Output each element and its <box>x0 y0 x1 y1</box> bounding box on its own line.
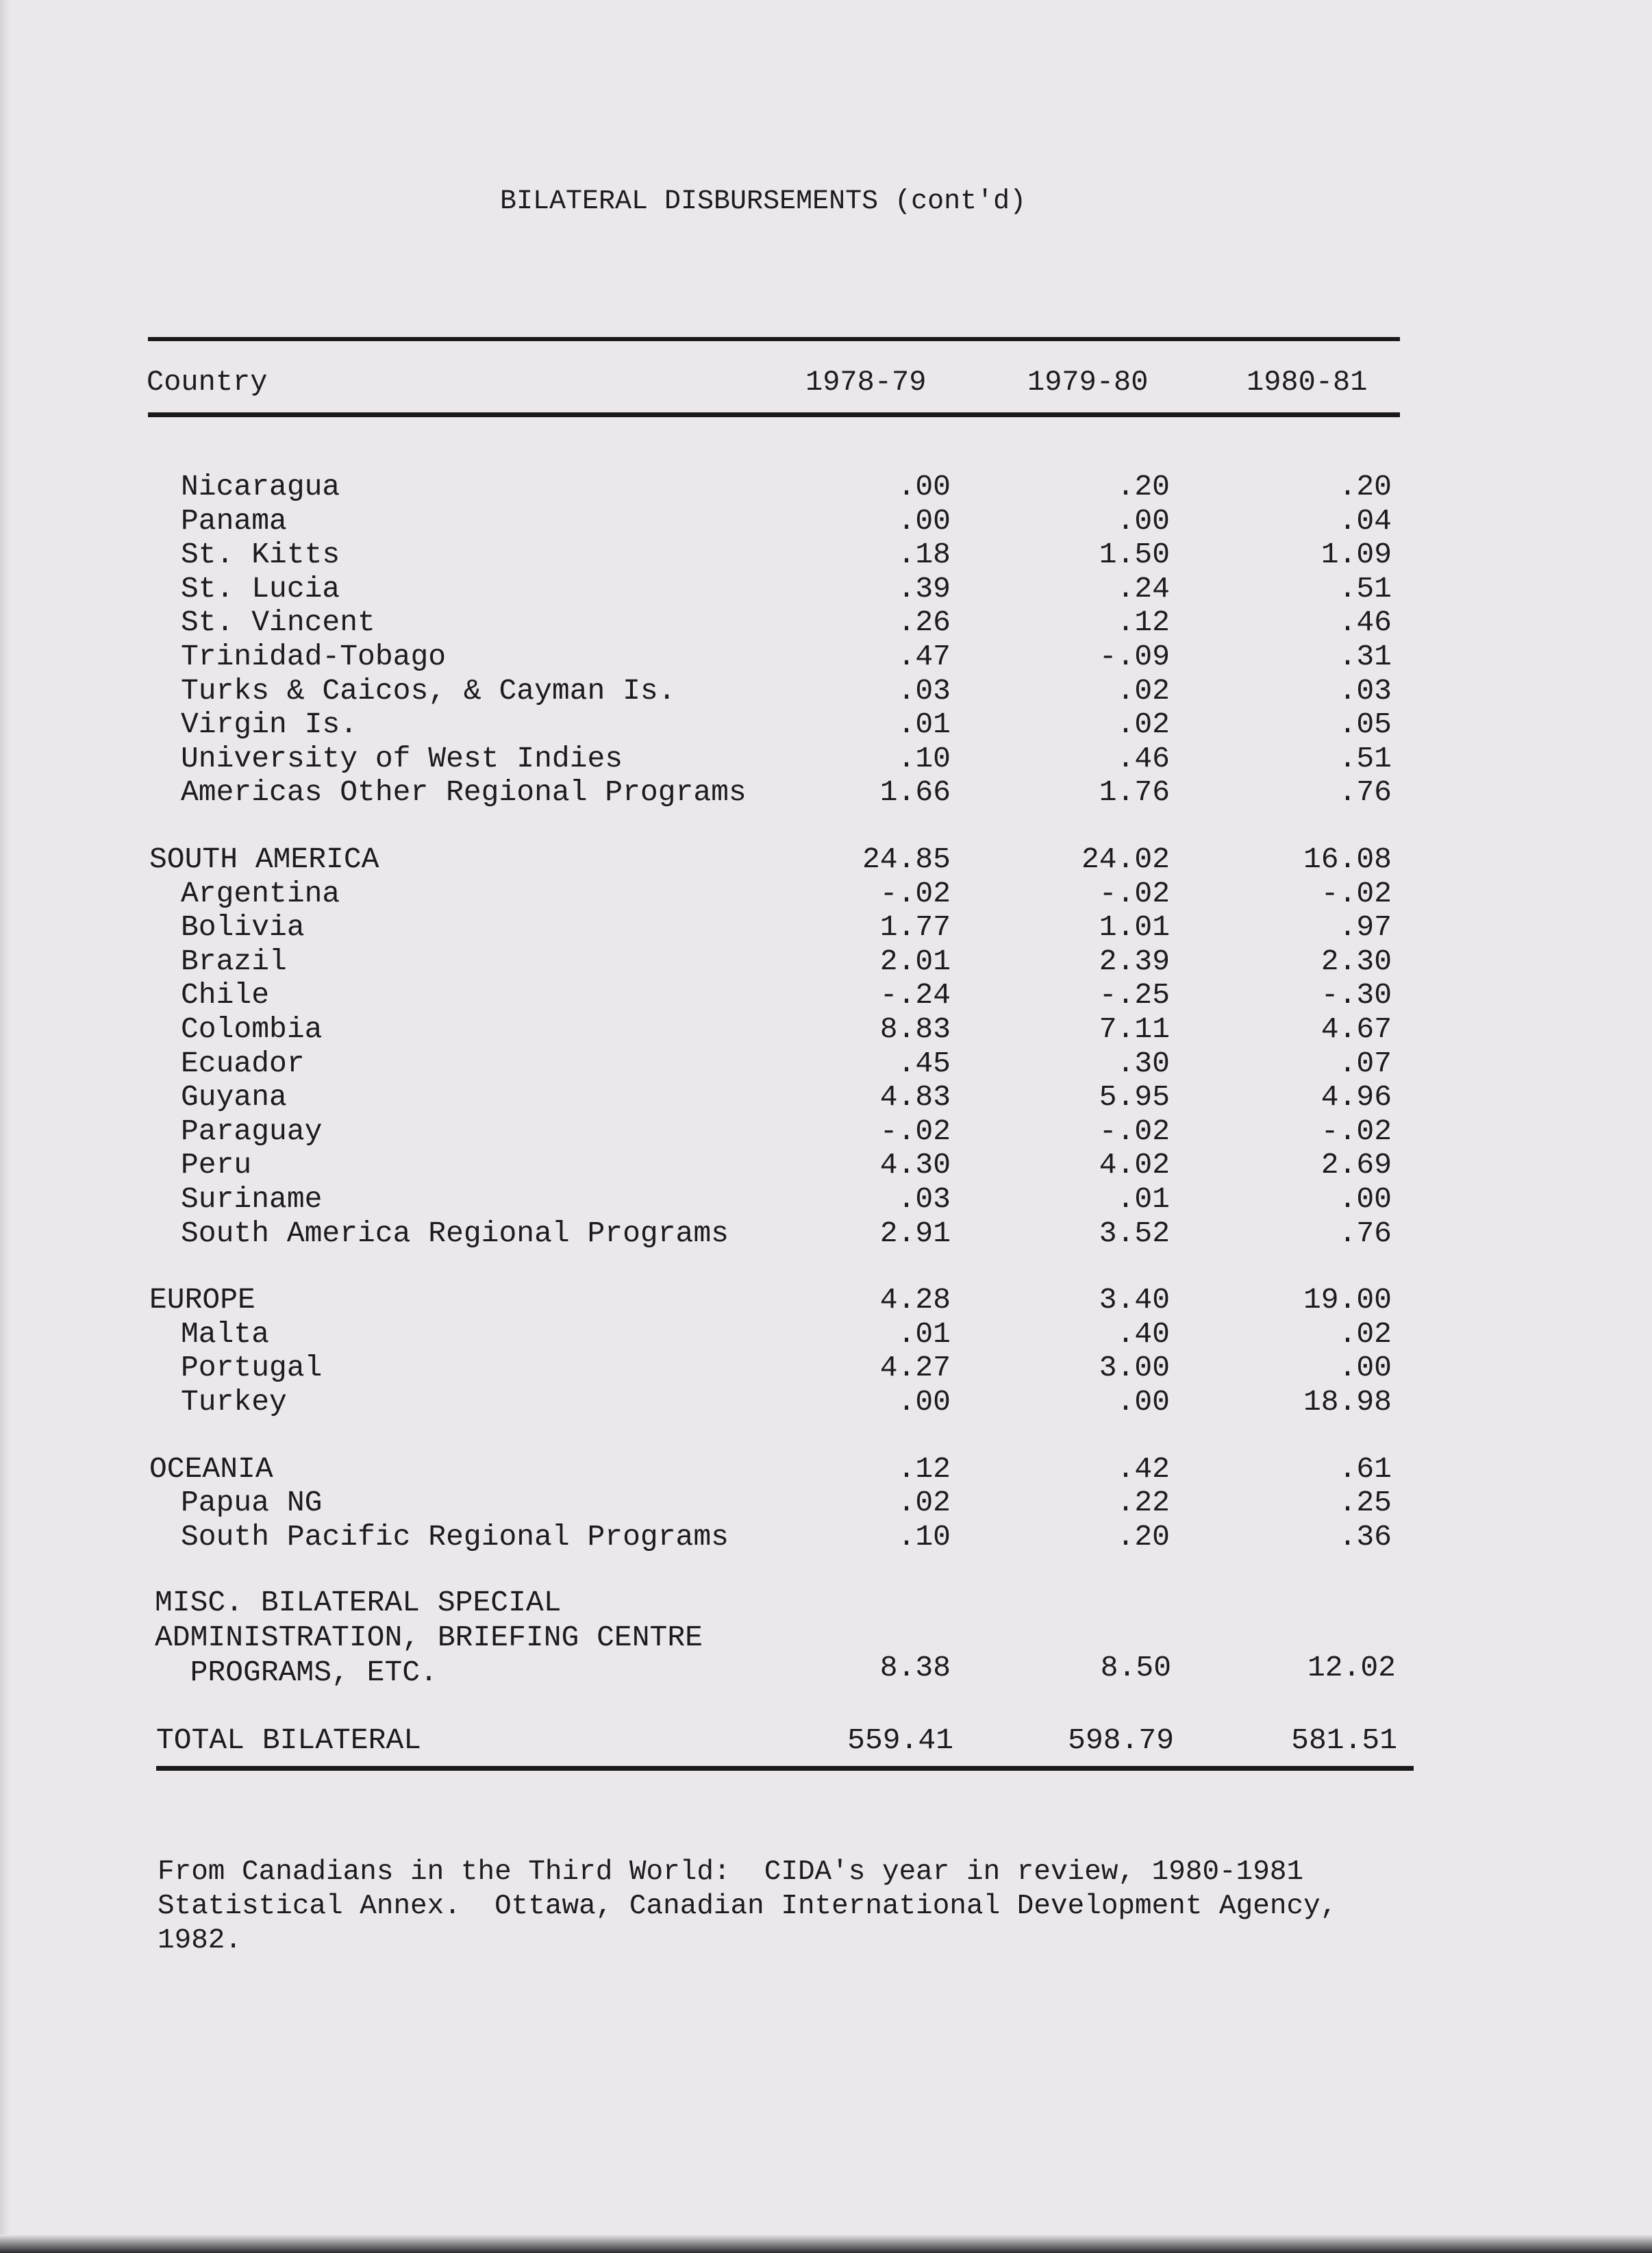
value-1979-80: .24 <box>1116 572 1170 606</box>
value-1979-80: .00 <box>1116 1385 1170 1419</box>
value-1978-79: .10 <box>897 1520 951 1554</box>
value-1979-80: 1.01 <box>1099 910 1170 944</box>
table-row <box>0 1351 1652 1385</box>
value-1980-81: .51 <box>1338 572 1392 606</box>
value-1980-81: 4.67 <box>1321 1012 1392 1046</box>
region-row <box>0 843 1652 877</box>
value-1978-79: 8.83 <box>879 1012 951 1046</box>
citation-line: Statistical Annex. Ottawa, Canadian International Development Agency, <box>158 1891 1338 1922</box>
page-bottom-edge <box>0 2235 1652 2253</box>
country-name: St. Kitts <box>181 538 340 571</box>
table-row <box>0 877 1652 911</box>
region-name: SOUTH AMERICA <box>149 843 379 876</box>
value-1978-79: 1.66 <box>879 775 951 809</box>
value-1979-80: .42 <box>1116 1452 1170 1486</box>
value-1978-79: .18 <box>897 538 951 571</box>
value-1979-80: -.09 <box>1099 640 1170 673</box>
country-name: Americas Other Regional Programs <box>181 775 747 809</box>
table-row <box>0 1148 1652 1182</box>
misc-value-1979-80: 8.50 <box>1100 1651 1171 1684</box>
value-1980-81: 19.00 <box>1303 1283 1392 1317</box>
country-name: Peru <box>181 1148 252 1182</box>
table-row <box>0 504 1652 538</box>
value-1979-80: 1.50 <box>1099 538 1170 571</box>
value-1978-79: 4.83 <box>879 1080 951 1114</box>
country-name: University of West Indies <box>181 742 623 775</box>
value-1980-81: 4.96 <box>1321 1080 1392 1114</box>
value-1979-80: .20 <box>1116 470 1170 503</box>
value-1979-80: -.02 <box>1099 1115 1170 1148</box>
value-1980-81: .61 <box>1338 1452 1392 1486</box>
value-1979-80: -.02 <box>1099 877 1170 910</box>
country-name: Bolivia <box>181 910 305 944</box>
country-name: Malta <box>181 1317 270 1351</box>
value-1979-80: .12 <box>1116 606 1170 639</box>
value-1980-81: .36 <box>1338 1520 1392 1554</box>
value-1980-81: .05 <box>1338 708 1392 741</box>
table-row <box>0 1520 1652 1554</box>
table-row <box>0 1182 1652 1217</box>
table-row <box>0 1012 1652 1047</box>
country-name: South Pacific Regional Programs <box>181 1520 729 1554</box>
country-name: Brazil <box>181 945 287 978</box>
citation-line: From Canadians in the Third World: CIDA's year in review, 1980-1981 <box>158 1856 1304 1888</box>
value-1978-79: .03 <box>897 674 951 708</box>
table-row <box>0 1115 1652 1149</box>
table-bottom-rule <box>156 1766 1414 1771</box>
value-1978-79: .00 <box>897 1385 951 1419</box>
value-1978-79: -.02 <box>879 1115 951 1148</box>
value-1980-81: 18.98 <box>1303 1385 1392 1419</box>
value-1978-79: .01 <box>897 708 951 741</box>
value-1979-80: .22 <box>1116 1486 1170 1519</box>
value-1979-80: .20 <box>1116 1520 1170 1554</box>
value-1980-81: .76 <box>1338 775 1392 809</box>
table-row <box>0 775 1652 810</box>
value-1978-79: .10 <box>897 742 951 775</box>
value-1980-81: 16.08 <box>1303 843 1392 876</box>
misc-value-1978-79: 8.38 <box>879 1651 951 1684</box>
value-1980-81: .04 <box>1338 504 1392 538</box>
country-name: Paraguay <box>181 1115 323 1148</box>
value-1979-80: 5.95 <box>1099 1080 1170 1114</box>
value-1980-81: -.02 <box>1321 877 1392 910</box>
misc-line: PROGRAMS, ETC. <box>155 1656 438 1689</box>
table-row <box>0 572 1652 606</box>
value-1980-81: .76 <box>1338 1217 1392 1250</box>
total-label: TOTAL BILATERAL <box>156 1723 422 1757</box>
value-1980-81: .46 <box>1338 606 1392 639</box>
table-row <box>0 470 1652 504</box>
country-name: Nicaragua <box>181 470 340 503</box>
value-1979-80: 3.52 <box>1099 1217 1170 1250</box>
country-name: South America Regional Programs <box>181 1217 729 1250</box>
value-1978-79: .47 <box>897 640 951 673</box>
table-row <box>0 606 1652 640</box>
country-name: St. Lucia <box>181 572 340 606</box>
misc-value-1980-81: 12.02 <box>1307 1651 1396 1684</box>
misc-line: MISC. BILATERAL SPECIAL <box>155 1586 562 1619</box>
table-row <box>0 674 1652 708</box>
value-1979-80: .01 <box>1116 1182 1170 1216</box>
country-name: Chile <box>181 978 270 1012</box>
column-header-1978-79: 1978-79 <box>805 366 927 399</box>
value-1978-79: -.02 <box>879 877 951 910</box>
page-title: BILATERAL DISBURSEMENTS (cont'd) <box>500 186 1027 217</box>
table-row <box>0 640 1652 674</box>
citation-line: 1982. <box>158 1925 242 1956</box>
value-1979-80: .00 <box>1116 504 1170 538</box>
table-row <box>0 1385 1652 1419</box>
value-1978-79: 2.91 <box>879 1217 951 1250</box>
country-name: Turkey <box>181 1385 287 1419</box>
table-row <box>0 1047 1652 1081</box>
value-1979-80: 7.11 <box>1099 1012 1170 1046</box>
value-1978-79: .01 <box>897 1317 951 1351</box>
value-1978-79: 1.77 <box>879 910 951 944</box>
header-top-rule <box>148 337 1400 341</box>
value-1978-79: .12 <box>897 1452 951 1486</box>
column-header-1979-80: 1979-80 <box>1027 366 1149 399</box>
table-row <box>0 1486 1652 1520</box>
value-1978-79: 2.01 <box>879 945 951 978</box>
table-row <box>0 1080 1652 1115</box>
value-1980-81: .00 <box>1338 1351 1392 1384</box>
value-1979-80: 1.76 <box>1099 775 1170 809</box>
value-1980-81: -.30 <box>1321 978 1392 1012</box>
value-1979-80: .40 <box>1116 1317 1170 1351</box>
value-1979-80: .30 <box>1116 1047 1170 1080</box>
value-1980-81: -.02 <box>1321 1115 1392 1148</box>
misc-line: ADMINISTRATION, BRIEFING CENTRE <box>155 1621 703 1654</box>
value-1979-80: 2.39 <box>1099 945 1170 978</box>
value-1980-81: .25 <box>1338 1486 1392 1519</box>
value-1979-80: 3.00 <box>1099 1351 1170 1384</box>
country-name: Panama <box>181 504 287 538</box>
value-1978-79: .39 <box>897 572 951 606</box>
source-citation <box>158 1855 1459 1958</box>
country-name: Trinidad-Tobago <box>181 640 447 673</box>
value-1978-79: 4.27 <box>879 1351 951 1384</box>
region-name: EUROPE <box>149 1283 255 1317</box>
value-1980-81: .51 <box>1338 742 1392 775</box>
country-name: Argentina <box>181 877 340 910</box>
table-row <box>0 978 1652 1012</box>
header-bottom-rule <box>148 412 1400 417</box>
value-1978-79: .03 <box>897 1182 951 1216</box>
value-1980-81: .07 <box>1338 1047 1392 1080</box>
value-1978-79: 4.28 <box>879 1283 951 1317</box>
column-header-1980-81: 1980-81 <box>1247 366 1368 399</box>
region-row <box>0 1283 1652 1317</box>
misc-bilateral-label <box>155 1585 703 1690</box>
value-1978-79: .45 <box>897 1047 951 1080</box>
value-1979-80: -.25 <box>1099 978 1170 1012</box>
value-1978-79: 24.85 <box>862 843 951 876</box>
country-name: Portugal <box>181 1351 323 1384</box>
value-1980-81: 1.09 <box>1321 538 1392 571</box>
table-row <box>0 538 1652 572</box>
value-1979-80: 24.02 <box>1081 843 1170 876</box>
table-row <box>0 742 1652 776</box>
value-1980-81: 2.69 <box>1321 1148 1392 1182</box>
country-name: Ecuador <box>181 1047 305 1080</box>
value-1979-80: .02 <box>1116 708 1170 741</box>
value-1980-81: .00 <box>1338 1182 1392 1216</box>
table-row <box>0 910 1652 945</box>
value-1980-81: .97 <box>1338 910 1392 944</box>
value-1978-79: .26 <box>897 606 951 639</box>
value-1978-79: 4.30 <box>879 1148 951 1182</box>
total-row <box>0 1723 1652 1758</box>
value-1979-80: .46 <box>1116 742 1170 775</box>
value-1980-81: .02 <box>1338 1317 1392 1351</box>
country-name: Colombia <box>181 1012 323 1046</box>
value-1980-81: .20 <box>1338 470 1392 503</box>
country-name: St. Vincent <box>181 606 375 639</box>
country-name: Virgin Is. <box>181 708 358 741</box>
value-1978-79: .00 <box>897 470 951 503</box>
country-name: Guyana <box>181 1080 287 1114</box>
table-row <box>0 1317 1652 1352</box>
value-1980-81: .03 <box>1338 674 1392 708</box>
region-name: OCEANIA <box>149 1452 273 1486</box>
table-row <box>0 708 1652 742</box>
table-row <box>0 1217 1652 1251</box>
table-row <box>0 945 1652 979</box>
column-header-country: Country <box>147 366 268 399</box>
value-1978-79: -.24 <box>879 978 951 1012</box>
value-1980-81: .31 <box>1338 640 1392 673</box>
country-name: Turks & Caicos, & Cayman Is. <box>181 674 676 708</box>
value-1979-80: 4.02 <box>1099 1148 1170 1182</box>
country-name: Suriname <box>181 1182 323 1216</box>
value-1979-80: 3.40 <box>1099 1283 1170 1317</box>
total-value-1980-81: 581.51 <box>1291 1723 1397 1757</box>
total-value-1979-80: 598.79 <box>1068 1723 1174 1757</box>
value-1980-81: 2.30 <box>1321 945 1392 978</box>
region-row <box>0 1452 1652 1486</box>
value-1978-79: .00 <box>897 504 951 538</box>
value-1979-80: .02 <box>1116 674 1170 708</box>
value-1978-79: .02 <box>897 1486 951 1519</box>
total-value-1978-79: 559.41 <box>847 1723 953 1757</box>
country-name: Papua NG <box>181 1486 323 1519</box>
